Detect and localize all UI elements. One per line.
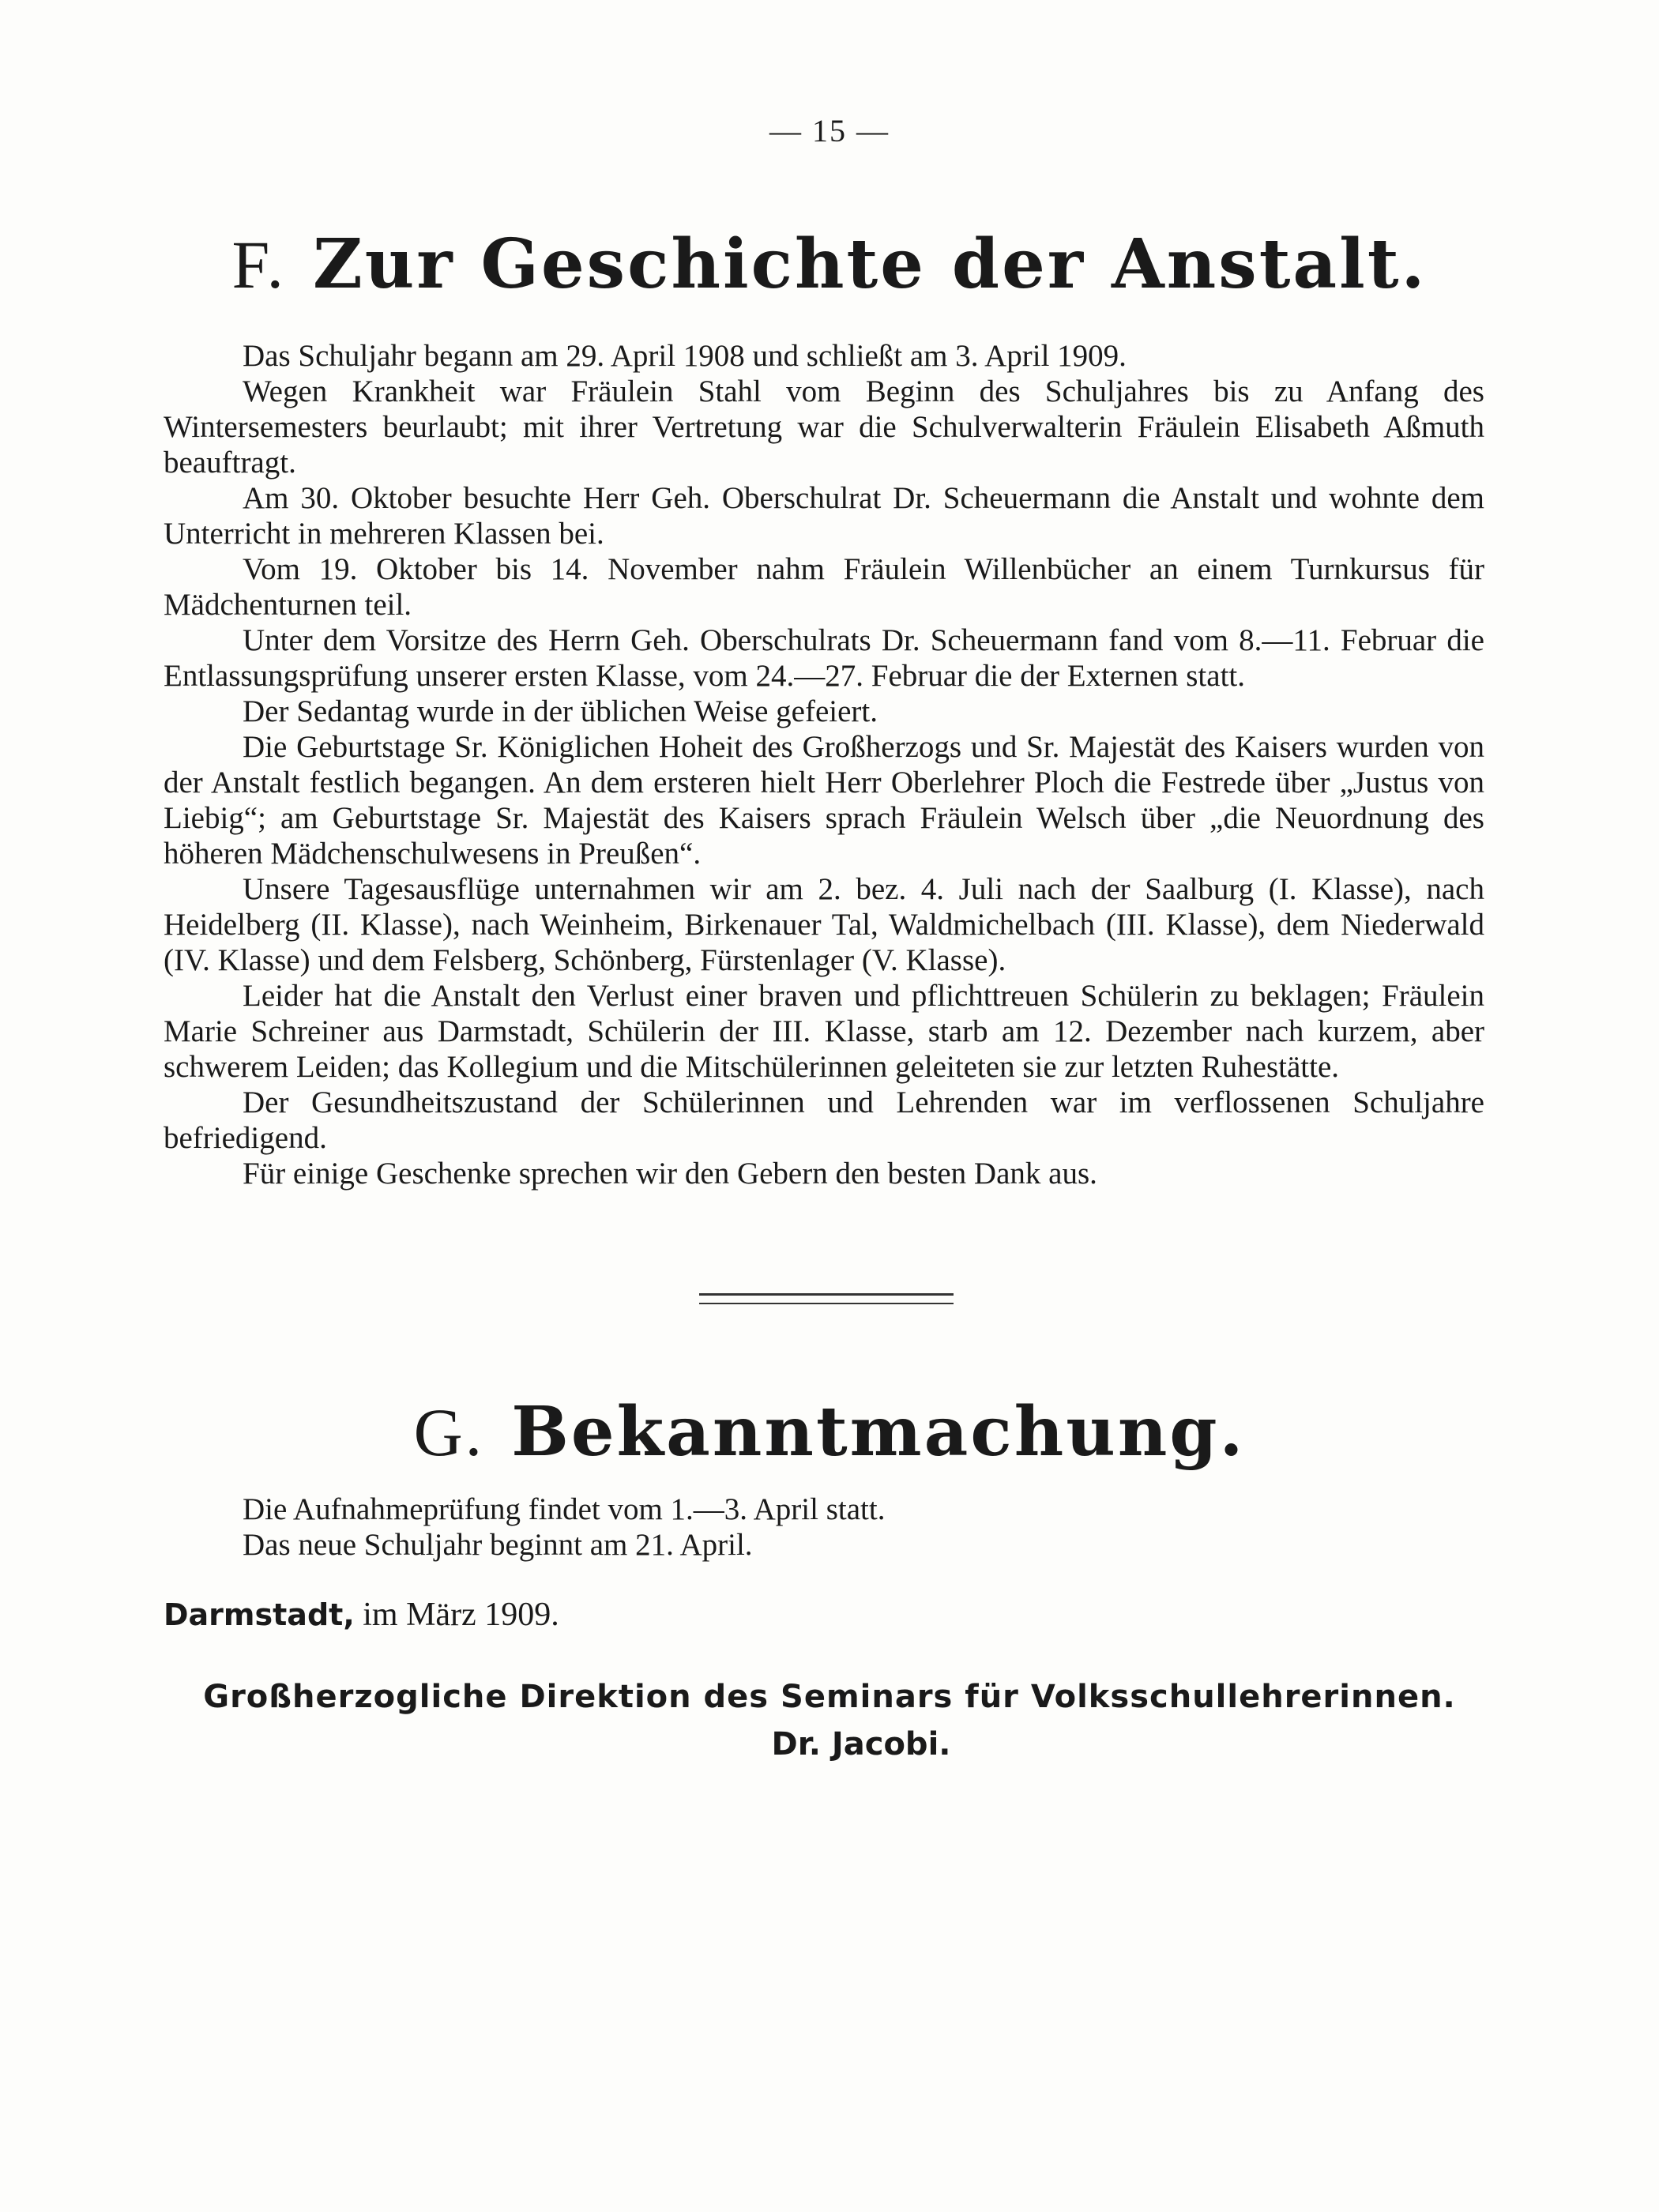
paragraph: Wegen Krankheit war Fräulein Stahl vom Beginn des Schuljahres bis zu Anfang des Wintersemesters beurlaubt; mit ihrer Vertretung war die Schulverwalterin Fräulein Elisabeth Aßmuth beauftragt. xyxy=(164,374,1484,480)
date: im März 1909. xyxy=(363,1597,559,1633)
paragraph: Vom 19. Oktober bis 14. November nahm Fräulein Willenbücher an einem Turnkursus für Mädchenturnen teil. xyxy=(164,552,1484,622)
paragraph: Der Sedantag wurde in der üblichen Weise gefeiert. xyxy=(243,694,878,728)
paragraph: Das neue Schuljahr beginnt am 21. April. xyxy=(243,1528,753,1562)
section-divider xyxy=(699,1293,954,1304)
paragraph: Der Gesundheitszustand der Schülerinnen und Lehrenden war im verflossenen Schuljahre befriedigend. xyxy=(164,1085,1484,1155)
paragraph: Das Schuljahr begann am 29. April 1908 und schließt am 3. April 1909. xyxy=(243,339,1127,373)
section-f-heading xyxy=(0,224,1659,304)
institution-name: Großherzogliche Direktion des Seminars für Volksschullehrerinnen. xyxy=(203,1679,1456,1715)
paragraph: Für einige Geschenke sprechen wir den Gebern den besten Dank aus. xyxy=(243,1157,1097,1191)
section-g-body xyxy=(164,1492,1484,1563)
section-g-title: Bekanntmachung. xyxy=(511,1392,1246,1472)
signatory-name: Dr. Jacobi. xyxy=(771,1726,951,1762)
paragraph: Die Geburtstage Sr. Königlichen Hoheit des Großherzogs und Sr. Majestät des Kaisers wurden von der Anstalt festlich begangen. An dem ersteren hielt Herr Oberlehrer Ploch die Festrede über „Justus von Liebig“; am Geburtstage Sr. Majestät des Kaisers sprach Fräulein Welsch über „die Neuordnung des höheren Mädchenschulwesens in Preußen“. xyxy=(164,730,1484,871)
section-f-body xyxy=(164,338,1484,1191)
paragraph: Leider hat die Anstalt den Verlust einer braven und pflichttreuen Schülerin zu beklagen; Fräulein Marie Schreiner aus Darmstadt, Schülerin der III. Klasse, starb am 12. Dezember nach kurzem, aber schwerem Leiden; das Kollegium und die Mitschülerinnen geleiteten sie zur letzten Ruhestätte. xyxy=(164,979,1484,1084)
section-f-letter: F. xyxy=(231,227,286,303)
place-date-line xyxy=(164,1596,559,1634)
signature-block xyxy=(0,1673,1659,1768)
section-g-letter: G. xyxy=(413,1394,485,1470)
paragraph: Unsere Tagesausflüge unternahmen wir am 2. bez. 4. Juli nach der Saalburg (I. Klasse), nach Heidelberg (II. Klasse), nach Weinheim, Birkenauer Tal, Waldmichelbach (III. Klasse), dem Niederwald (IV. Klasse) und dem Felsberg, Schönberg, Fürstenlager (V. Klasse). xyxy=(164,872,1484,977)
paragraph: Am 30. Oktober besuchte Herr Geh. Oberschulrat Dr. Scheuermann die Anstalt und wohnte dem Unterricht in mehreren Klassen bei. xyxy=(164,481,1484,551)
paragraph: Die Aufnahmeprüfung findet vom 1.—3. April statt. xyxy=(243,1492,886,1526)
paragraph: Unter dem Vorsitze des Herrn Geh. Oberschulrats Dr. Scheuermann fand vom 8.—11. Februar die Entlassungsprüfung unserer ersten Klasse, vom 24.—27. Februar die der Externen statt. xyxy=(164,623,1484,693)
section-g-heading xyxy=(0,1392,1659,1472)
section-f-title: Zur Geschichte der Anstalt. xyxy=(312,224,1428,304)
page-number: — 15 — xyxy=(769,113,890,149)
place: Darmstadt, xyxy=(164,1597,355,1632)
